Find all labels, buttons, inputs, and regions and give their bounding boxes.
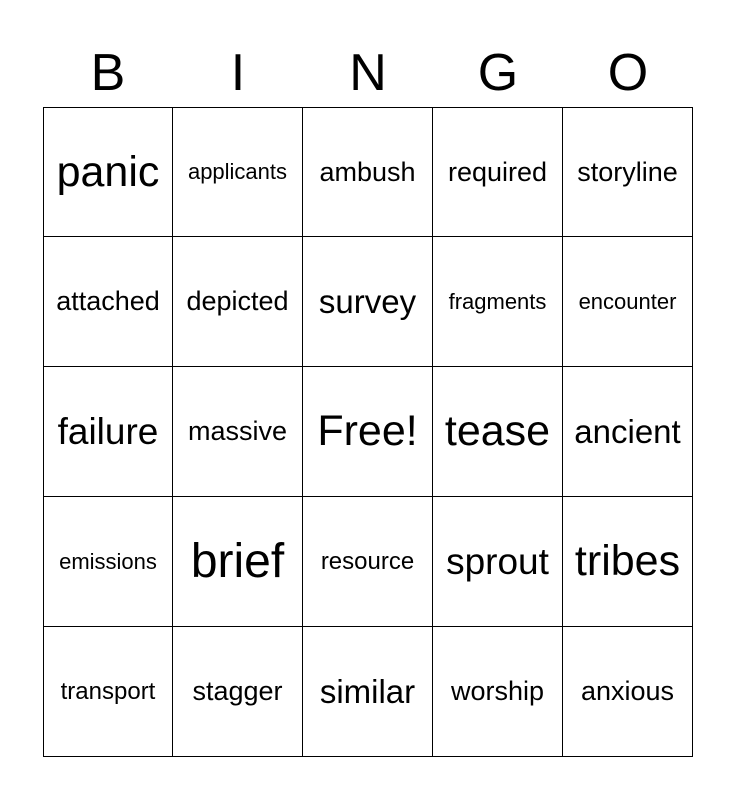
header-letter-g: G <box>477 44 519 102</box>
free-space-cell[interactable]: Free! <box>303 367 433 497</box>
bingo-cell[interactable]: panic <box>43 107 173 237</box>
bingo-cell[interactable]: massive <box>173 367 303 497</box>
bingo-cell[interactable]: ancient <box>563 367 693 497</box>
header-letter-b: B <box>90 44 126 102</box>
header-letter-o: O <box>607 44 649 102</box>
bingo-cell[interactable]: attached <box>43 237 173 367</box>
bingo-cell[interactable]: stagger <box>173 627 303 757</box>
bingo-cell[interactable]: tribes <box>563 497 693 627</box>
bingo-cell[interactable]: survey <box>303 237 433 367</box>
bingo-cell[interactable]: encounter <box>563 237 693 367</box>
bingo-cell[interactable]: ambush <box>303 107 433 237</box>
bingo-cell[interactable]: worship <box>433 627 563 757</box>
bingo-cell[interactable]: tease <box>433 367 563 497</box>
bingo-cell[interactable]: brief <box>173 497 303 627</box>
bingo-cell[interactable]: resource <box>303 497 433 627</box>
header-letter-n: N <box>349 44 387 102</box>
bingo-cell[interactable]: anxious <box>563 627 693 757</box>
bingo-cell[interactable]: applicants <box>173 107 303 237</box>
bingo-cell[interactable]: sprout <box>433 497 563 627</box>
bingo-cell[interactable]: storyline <box>563 107 693 237</box>
bingo-cell[interactable]: similar <box>303 627 433 757</box>
bingo-cell[interactable]: depicted <box>173 237 303 367</box>
bingo-cell[interactable]: required <box>433 107 563 237</box>
header-letter-i: I <box>230 44 246 102</box>
bingo-cell[interactable]: transport <box>43 627 173 757</box>
bingo-header <box>43 40 693 106</box>
bingo-board <box>43 107 693 757</box>
bingo-cell[interactable]: emissions <box>43 497 173 627</box>
bingo-cell[interactable]: failure <box>43 367 173 497</box>
bingo-cell[interactable]: fragments <box>433 237 563 367</box>
